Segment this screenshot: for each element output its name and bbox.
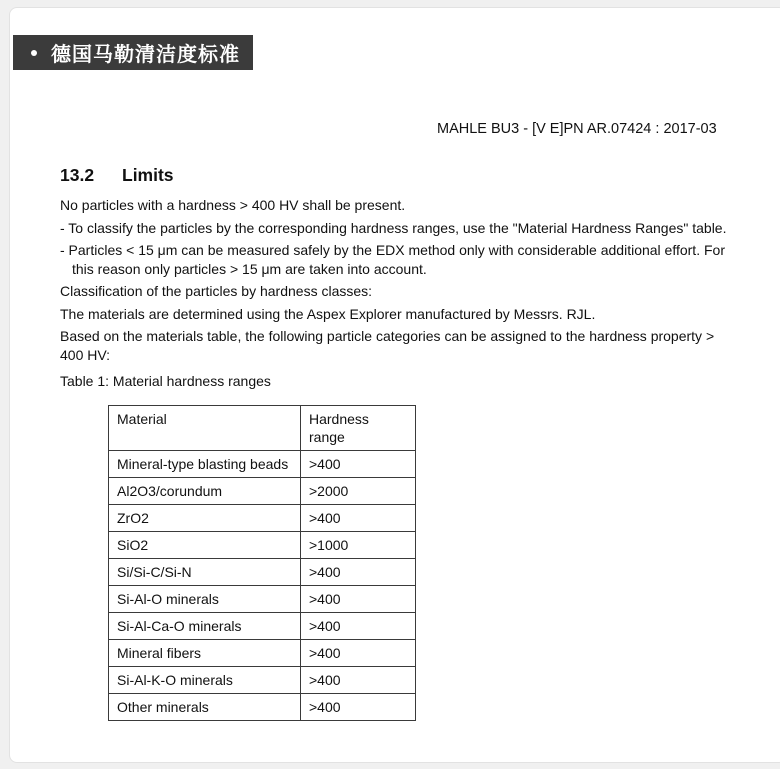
material-cell: Si-Al-K-O minerals [109,667,301,694]
body-paragraphs [60,196,727,364]
table-row [109,694,416,721]
table-row [109,451,416,478]
table-header-row [109,406,416,451]
material-cell: Other minerals [109,694,301,721]
paragraph: Classification of the particles by hardness classes: [60,283,373,299]
hardness-cell: >400 [301,640,416,667]
paragraph: The materials are determined using the Aspex Explorer manufactured by Messrs. RJL. [60,305,596,322]
hardness-cell: >400 [301,694,416,721]
table-row [109,559,416,586]
hardness-cell: >400 [301,586,416,613]
banner-title: 德国马勒清洁度标准 [51,44,240,66]
material-header: Material [109,406,301,451]
section-heading [60,165,727,186]
hardness-table-body [109,451,416,721]
paragraph: - To classify the particles by the corresponding hardness ranges, use the "Material Hardness Ranges" table. [60,219,727,236]
hardness-range-header: Hardness range [301,406,416,451]
hardness-cell: >1000 [301,532,416,559]
material-cell: Mineral-type blasting beads [109,451,301,478]
hardness-cell: >400 [301,451,416,478]
table-row [109,613,416,640]
hardness-cell: >400 [301,505,416,532]
table-caption: Table 1: Material hardness ranges [60,373,271,389]
section-number: 13.2 [60,165,95,185]
paragraph: Based on the materials table, the following particle categories can be assigned to the hardness property > 400 HV: [60,328,715,363]
hardness-table [108,405,416,721]
standard-title-banner [13,35,253,70]
hardness-cell: >2000 [301,478,416,505]
paragraph: No particles with a hardness > 400 HV shall be present. [60,197,406,213]
material-cell: Si-Al-O minerals [109,586,301,613]
section-content [60,165,727,389]
material-cell: Al2O3/corundum [109,478,301,505]
hardness-cell: >400 [301,613,416,640]
hardness-table-container [108,405,416,721]
material-cell: Mineral fibers [109,640,301,667]
material-cell: Si-Al-Ca-O minerals [109,613,301,640]
table-row [109,478,416,505]
table-row [109,586,416,613]
hardness-cell: >400 [301,559,416,586]
hardness-cell: >400 [301,667,416,694]
material-cell: ZrO2 [109,505,301,532]
material-cell: Si/Si-C/Si-N [109,559,301,586]
table-row [109,532,416,559]
bullet-icon [31,50,37,56]
table-row [109,505,416,532]
table-row [109,640,416,667]
table-row [109,667,416,694]
section-title: Limits [122,165,174,185]
paragraph: - Particles < 15 μm can be measured safely by the EDX method only with considerable additional effort. For this reason only particles > 15 μm are taken into account. [60,242,725,277]
material-cell: SiO2 [109,532,301,559]
doc-reference: MAHLE BU3 - [V E]PN AR.07424 : 2017-03 [437,121,717,137]
